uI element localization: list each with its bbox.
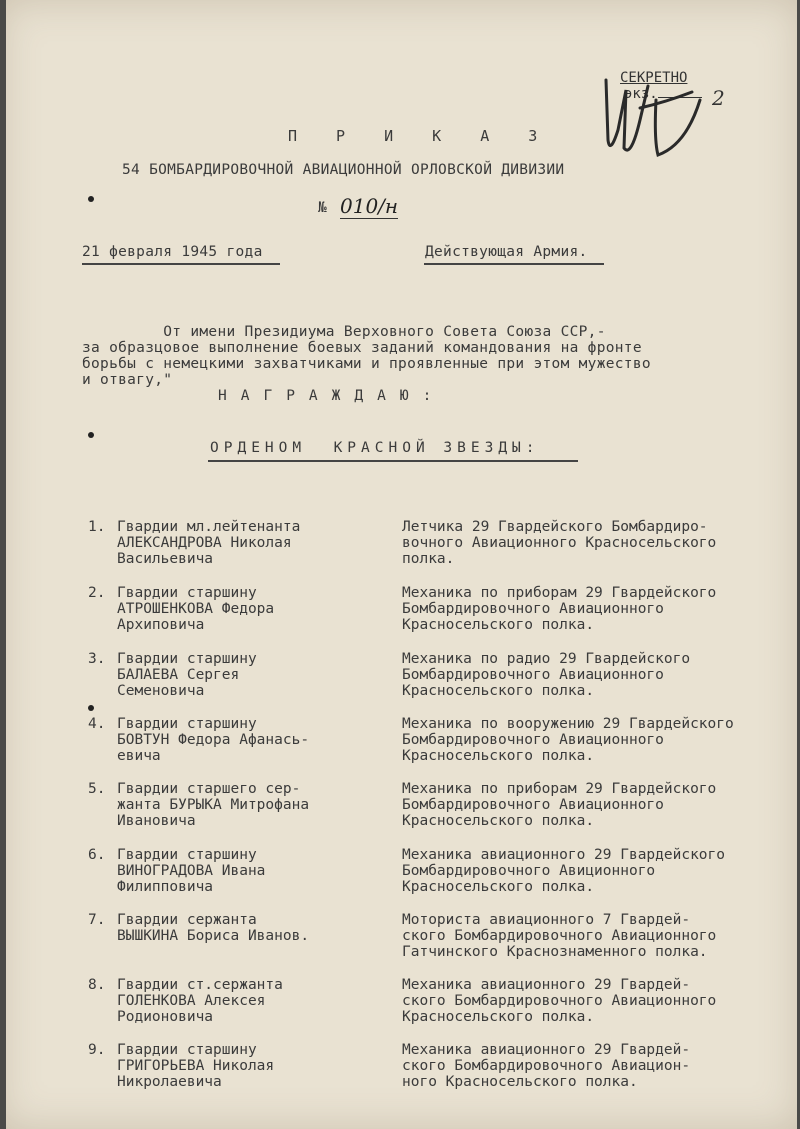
recipient-position: Летчика 29 Гвардейского Бомбардиро- вочного Авиационного Красносельского полка. — [402, 519, 717, 567]
punch-mark — [88, 705, 94, 711]
recipient-number: 1. — [88, 519, 106, 535]
recipient-name: Гвардии сержанта ВЫШКИНА Бориса Иванов. — [117, 912, 310, 944]
location-underline — [424, 263, 604, 265]
copy-number-handwritten: 2 — [712, 86, 725, 110]
punch-mark — [88, 432, 94, 438]
recipient-name: Гвардии старшину БОВТУН Федора Афанась- евича — [117, 716, 310, 764]
recipient-position: Механика по приборам 29 Гвардейского Бомбардировочного Авиационного Красносельского полка. — [402, 781, 717, 829]
recipient-position: Механика по приборам 29 Гвардейского Бомбардировочного Авиационного Красносельского полка. — [402, 585, 717, 633]
recipient-number: 5. — [88, 781, 106, 797]
document-title: П Р И К А З — [288, 127, 553, 145]
order-date: 21 февраля 1945 года — [82, 244, 263, 260]
recipient-position: Механика по вооружению 29 Гвардейского Бомбардировочного Авиационного Красносельского полка. — [402, 716, 734, 764]
recipient-position: Механика авиационного 29 Гвардей- ского Бомбардировочного Авиационного Красносельского полка. — [402, 977, 717, 1025]
recipient-number: 2. — [88, 585, 106, 601]
copy-label: экз. — [624, 86, 658, 102]
order-number-handwritten: 010/н — [340, 194, 399, 218]
order-number-prefix: № — [318, 200, 328, 216]
recipient-position: Механика по радио 29 Гвардейского Бомбардировочного Авиационного Красносельского полка. — [402, 651, 691, 699]
scan-edge-left — [0, 0, 6, 1129]
recipient-name: Гвардии старшего сер- жанта БУРЫКА Митрофана Ивановича — [117, 781, 310, 829]
punch-mark — [88, 196, 94, 202]
recipient-position: Механика авиационного 29 Гвардейского Бомбардировочного Авиционного Красносельского полка. — [402, 847, 726, 895]
order-name-underline — [208, 460, 578, 462]
recipient-number: 3. — [88, 651, 106, 667]
recipient-name: Гвардии ст.сержанта ГОЛЕНКОВА Алексея Родионовича — [117, 977, 283, 1025]
division-name: 54 БОМБАРДИРОВОЧНОЙ АВИАЦИОННОЙ ОРЛОВСКОЙ ДИВИЗИИ — [122, 162, 565, 178]
secret-label: СЕКРЕТНО — [620, 70, 688, 86]
recipient-number: 7. — [88, 912, 106, 928]
recipient-number: 6. — [88, 847, 106, 863]
order-location: Действующая Армия. — [425, 244, 588, 260]
recipient-name: Гвардии старшину БАЛАЕВА Сергея Семеновича — [117, 651, 257, 699]
recipient-name: Гвардии старшину ГРИГОРЬЕВА Николая Никролаевича — [117, 1042, 275, 1090]
recipient-number: 4. — [88, 716, 106, 732]
recipient-number: 8. — [88, 977, 106, 993]
signature-scribble — [596, 70, 706, 165]
recipient-position: Механика авиационного 29 Гвардей- ского Бомбардировочного Авиацион- ного Красносельского полка. — [402, 1042, 691, 1090]
intro-paragraph: От имени Президиума Верховного Совета Союза ССР,- за образцовое выполнение боевых заданий командования на фронте борьбы с немецкими захватчиками и проявленные при этом мужество и отвагу," — [82, 324, 651, 388]
recipient-number: 9. — [88, 1042, 106, 1058]
date-underline — [82, 263, 280, 265]
recipient-position: Моториста авиационного 7 Гвардей- ского Бомбардировочного Авиационного Гатчинского Краснознаменного полка. — [402, 912, 717, 960]
recipient-name: Гвардии старшину ВИНОГРАДОВА Ивана Филипповича — [117, 847, 266, 895]
recipient-name: Гвардии мл.лейтенанта АЛЕКСАНДРОВА Николая Васильевича — [117, 519, 301, 567]
recipient-name: Гвардии старшину АТРОШЕНКОВА Федора Архиповича — [117, 585, 275, 633]
order-name: ОРДЕНОМ КРАСНОЙ ЗВЕЗДЫ: — [210, 440, 540, 456]
award-heading: НАГРАЖДАЮ: — [218, 388, 446, 404]
